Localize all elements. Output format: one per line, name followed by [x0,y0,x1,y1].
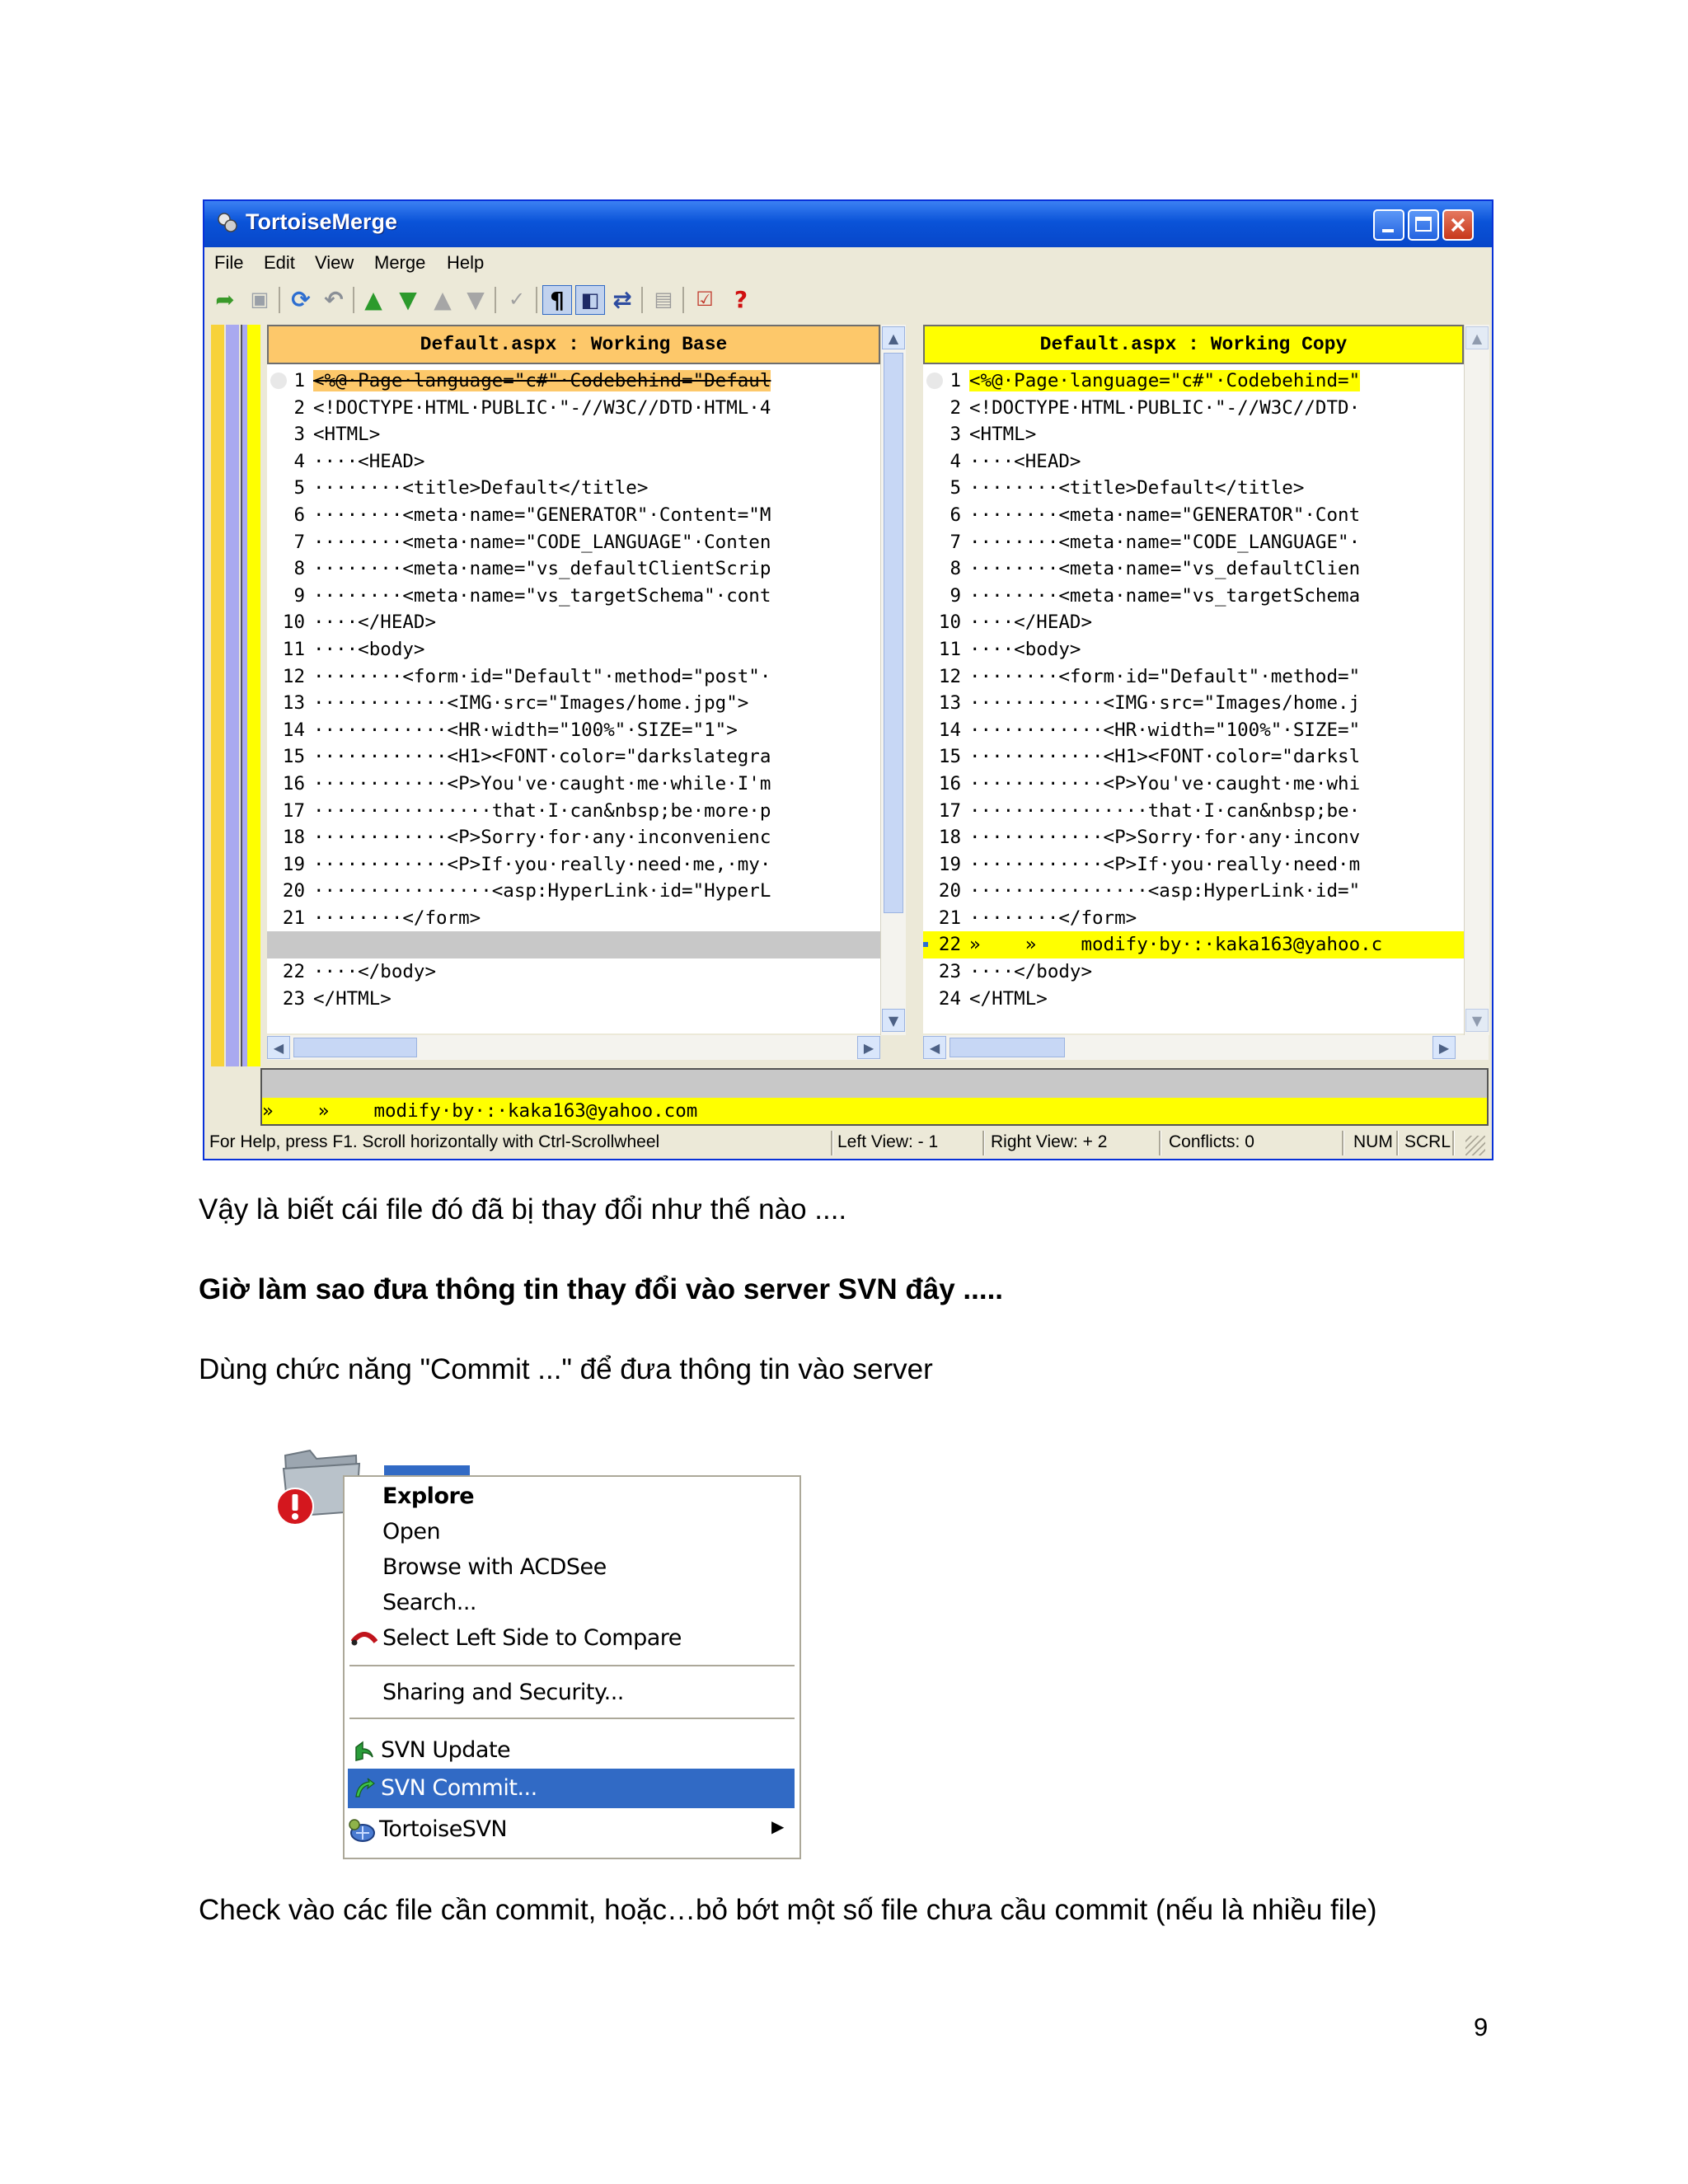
right-pane-header: Default.aspx : Working Copy [923,325,1464,364]
line-number: 23 [282,987,305,1010]
menu-merge[interactable]: Merge [374,252,426,273]
line-text: ············<P>You've·caught·me·whi [969,772,1361,794]
line-number: 18 [282,827,305,849]
line-number: 19 [938,853,961,875]
right-code-line [923,690,1464,717]
resize-grip-icon[interactable] [1465,1136,1485,1155]
line-number: 17 [938,799,961,822]
line-text: ····<HEAD> [969,450,1081,472]
line-text: <HTML> [313,424,381,446]
scroll-up-icon[interactable]: ▲ [882,326,905,349]
right-code-line [923,448,1464,476]
left-code-line [267,771,880,798]
patch-list-icon[interactable]: ▤ [654,288,673,311]
tortoisemerge-app-icon [216,211,239,234]
line-number: 15 [938,746,961,768]
page-number: 9 [1474,2013,1489,2041]
left-code-line [267,421,880,448]
line-number: 22 [282,961,305,983]
line-number: 19 [282,853,305,875]
menu-item-search[interactable]: Search... [382,1590,477,1615]
line-text: ············<P>Sorry·for·any·inconv [969,827,1361,849]
line-text: ················<asp:HyperLink·id=" [969,880,1361,902]
bottom-line-text: » » modify·by·:·kaka163@yahoo.com [262,1098,1487,1124]
toolbar [204,279,1492,320]
added-line-plus-icon [923,935,928,954]
window-title: TortoiseMerge [246,209,398,234]
close-button[interactable] [1442,209,1474,241]
line-text: ····</body> [969,961,1093,983]
line-number: 8 [950,558,961,580]
left-code-line [267,878,880,905]
left-code-line [267,824,880,851]
line-text: ········<meta·name="vs_targetSchema [969,584,1361,607]
line-text: ········<title>Default</title> [969,477,1305,499]
location-bar-diff [226,325,239,1066]
two-pane-view-icon[interactable]: ◧ [575,285,605,315]
line-number: 7 [950,531,961,553]
line-number: 1 [293,370,305,391]
menu-bar [204,247,1492,279]
line-number: 24 [938,987,961,1010]
right-vertical-scrollbar[interactable]: ▲ ▼ [1464,325,1489,1035]
left-pane-header: Default.aspx : Working Base [267,325,880,364]
line-text: ········<meta·name="vs_defaultClientScrip [313,558,771,580]
status-help: For Help, press F1. Scroll horizontally with Ctrl-Scrollwheel [209,1132,660,1151]
menu-item-tortoisesvn[interactable]: TortoiseSVN [379,1816,508,1842]
context-menu [343,1475,801,1859]
menu-file[interactable]: File [214,252,244,273]
right-code-line [923,851,1464,879]
save-icon[interactable]: ▣ [250,288,270,311]
line-text: ········<meta·name="GENERATOR"·Cont [969,504,1361,526]
line-number: 9 [950,584,961,607]
line-number: 16 [938,772,961,794]
line-text: ················that·I·can&nbsp;be·more·p [313,799,771,822]
left-code-line [267,583,880,610]
bottom-line-view [260,1068,1489,1126]
line-text: ············<IMG·src="Images/home.jpg"> [313,692,749,715]
line-number: 10 [938,612,961,634]
left-code-line [267,717,880,744]
right-code-line [923,583,1464,610]
right-code-line [923,986,1464,1013]
right-pane[interactable] [923,325,1464,1033]
line-number: 4 [293,450,305,472]
left-code-line [267,931,880,958]
menu-help[interactable]: Help [447,252,485,273]
help-icon[interactable]: ? [734,285,748,313]
line-text: ············<P>You've·caught·me·while·I'm [313,772,771,794]
right-code-line [923,931,1464,958]
line-text: ········</form> [313,907,481,929]
menu-item-sharing-security[interactable]: Sharing and Security... [382,1680,624,1705]
left-code-line [267,555,880,583]
line-number: 20 [938,880,961,902]
menu-item-svn-update[interactable]: SVN Update [381,1737,511,1763]
right-code-line [923,663,1464,691]
line-text: ········<form·id="Default"·method=" [969,665,1361,687]
menu-view[interactable]: View [315,252,354,273]
line-number: 21 [938,907,961,929]
line-number: 15 [282,746,305,768]
line-number: 5 [293,477,305,499]
line-number: 23 [938,961,961,983]
line-text: </HTML> [313,987,392,1010]
left-code-line [267,636,880,663]
line-text: ········<form·id="Default"·method="post"· [313,665,771,687]
paragraph-2-heading: Giờ làm sao đưa thông tin thay đổi vào server SVN đây ..... [199,1273,1004,1305]
status-num: NUM [1353,1132,1393,1151]
right-code-line [923,798,1464,825]
line-marker-icon [270,373,287,389]
line-text: ········<meta·name="vs_defaultClien [969,558,1361,580]
line-number: 9 [293,584,305,607]
right-code-line [923,609,1464,636]
status-bar [204,1129,1492,1159]
tortoisesvn-icon [348,1816,377,1844]
line-number: 8 [293,558,305,580]
line-number: 14 [282,719,305,741]
line-text: ········<meta·name="vs_targetSchema"·cont [313,584,771,607]
line-number: 18 [938,827,961,849]
line-number: 10 [282,612,305,634]
left-horizontal-scrollbar[interactable] [267,1035,880,1060]
line-text: ········</form> [969,907,1137,929]
paragraph-3: Dùng chức năng "Commit ..." để đưa thông tin vào server [199,1353,933,1385]
svn-update-icon [351,1739,376,1764]
menu-separator [349,1665,795,1666]
line-text: <!DOCTYPE·HTML·PUBLIC·"-//W3C//DTD·HTML·4 [313,396,771,419]
line-text: ············<HR·width="100%"·SIZE="1"> [313,719,738,741]
line-text: <%@·Page·language="c#"·Codebehind="Defaul [313,370,771,391]
line-number: 20 [282,880,305,902]
left-code-line [267,798,880,825]
menu-separator [349,1718,795,1719]
menu-edit[interactable]: Edit [264,252,295,273]
right-code-view[interactable] [923,364,1464,1012]
paragraph-4: Check vào các file cần commit, hoặc…bỏ bớt một số file chưa cầu commit (nếu là nhiều file) [199,1894,1377,1926]
status-left-view: Left View: - 1 [837,1132,939,1151]
previous-conflict-icon[interactable]: ▲ [434,285,452,313]
title-bar [204,201,1492,247]
right-code-line [923,555,1464,583]
reload-icon[interactable]: ⟳ [291,285,311,313]
next-difference-icon[interactable]: ▼ [399,285,417,313]
submenu-arrow-icon: ▶ [771,1816,785,1836]
left-code-line [267,448,880,476]
status-conflicts: Conflicts: 0 [1169,1132,1254,1151]
settings-icon[interactable]: ☑ [696,288,714,311]
line-text: ············<P>If·you·really·need·m [969,853,1361,875]
line-number: 11 [938,638,961,660]
left-code-line [267,475,880,502]
line-number: 6 [950,504,961,526]
left-code-view[interactable] [267,364,880,1012]
left-code-line [267,851,880,879]
close-icon [1450,217,1466,233]
line-number: 6 [293,504,305,526]
right-code-line [923,475,1464,502]
maximize-button[interactable] [1408,209,1439,241]
line-text: ····</HEAD> [313,612,437,634]
line-text: ····</body> [313,961,437,983]
right-code-line [923,717,1464,744]
status-scrl: SCRL [1404,1132,1451,1151]
left-code-line [267,663,880,691]
line-text: </HTML> [969,987,1048,1010]
line-text: ············<H1><FONT·color="darksl [969,746,1361,768]
location-bar-left [211,325,224,1066]
right-code-line [923,368,1464,395]
menu-item-select-left-side[interactable]: Select Left Side to Compare [382,1625,682,1651]
line-number: 1 [950,370,961,391]
left-pane[interactable] [267,325,880,1033]
left-code-line [267,529,880,556]
line-text: ····<HEAD> [313,450,425,472]
line-number: 13 [282,692,305,715]
line-number: 7 [293,531,305,553]
line-number: 16 [282,772,305,794]
line-text: ············<IMG·src="Images/home.j [969,692,1361,715]
right-code-line [923,743,1464,771]
left-code-line [267,395,880,422]
scroll-left-icon[interactable]: ◀ [267,1036,290,1059]
line-text: ········<title>Default</title> [313,477,649,499]
line-text: ············<HR·width="100%"·SIZE=" [969,719,1361,741]
left-code-line [267,368,880,395]
line-number: 21 [282,907,305,929]
line-text: ············<P>If·you·really·need·me,·my· [313,853,771,875]
right-code-line [923,958,1464,986]
left-code-line [267,609,880,636]
menu-item-browse-acdsee[interactable]: Browse with ACDSee [382,1554,607,1580]
left-vertical-scrollbar[interactable] [880,325,906,1035]
menu-item-svn-commit-highlight[interactable] [348,1769,795,1808]
line-text: ················that·I·can&nbsp;be· [969,799,1361,822]
line-number: 12 [938,665,961,687]
line-text: <!DOCTYPE·HTML·PUBLIC·"-//W3C//DTD· [969,396,1361,419]
line-text: ········<meta·name="CODE_LANGUAGE"· [969,531,1361,553]
svn-commit-icon [353,1777,376,1800]
line-text: ····</HEAD> [969,612,1093,634]
line-text: » » modify·by·:·kaka163@yahoo.c [969,934,1383,956]
line-text: <%@·Page·language="c#"·Codebehind=" [969,370,1361,391]
line-number: 3 [293,424,305,446]
open-icon[interactable]: ➦ [215,285,235,313]
compare-icon [351,1629,377,1647]
left-code-line [267,502,880,529]
line-text: ········<meta·name="GENERATOR"·Content="M [313,504,771,526]
right-code-line [923,395,1464,422]
line-text: ········<meta·name="CODE_LANGUAGE"·Conten [313,531,771,553]
scroll-right-icon[interactable]: ▶ [857,1036,880,1059]
line-number: 12 [282,665,305,687]
line-text: ············<H1><FONT·color="darkslategra [313,746,771,768]
line-number: 4 [950,450,961,472]
line-number: 11 [282,638,305,660]
status-right-view: Right View: + 2 [991,1132,1108,1151]
mark-resolved-icon[interactable]: ✓ [508,288,526,311]
line-text: ············<P>Sorry·for·any·inconvenienc [313,827,771,849]
line-number: 14 [938,719,961,741]
whitespace-icon[interactable]: ¶ [542,285,572,315]
menu-item-svn-commit[interactable]: SVN Commit... [381,1775,537,1801]
line-number: 5 [950,477,961,499]
right-code-line [923,771,1464,798]
line-text: ····<body> [313,638,425,660]
svn-conflict-overlay-icon [275,1487,315,1526]
right-code-line [923,905,1464,932]
line-text: ················<asp:HyperLink·id="HyperL [313,880,771,902]
right-code-line [923,529,1464,556]
line-text: <HTML> [969,424,1037,446]
line-number: 2 [950,396,961,419]
menu-item-open[interactable]: Open [382,1519,441,1544]
right-code-line [923,421,1464,448]
minimize-button[interactable] [1373,209,1404,241]
line-number: 2 [293,396,305,419]
line-number: 13 [938,692,961,715]
next-conflict-icon[interactable]: ▼ [467,285,485,313]
line-marker-icon [926,373,943,389]
tortoisemerge-window [203,199,1493,1160]
line-number: 22 [938,934,961,956]
left-code-line [267,905,880,932]
paragraph-1: Vậy là biết cái file đó đã bị thay đổi như thế nào .... [199,1193,847,1226]
right-code-line [923,824,1464,851]
one-pane-view-icon[interactable]: ⇄ [612,285,632,313]
menu-item-explore[interactable]: Explore [382,1483,475,1509]
line-number: 3 [950,424,961,446]
left-code-line [267,958,880,986]
right-code-line [923,636,1464,663]
previous-difference-icon[interactable]: ▲ [364,285,382,313]
right-horizontal-scrollbar[interactable]: ◀ ▶ [923,1035,1489,1060]
line-number: 17 [282,799,305,822]
right-code-line [923,502,1464,529]
left-code-line [267,690,880,717]
left-code-line [267,743,880,771]
scroll-thumb[interactable] [884,353,903,913]
left-code-line [267,986,880,1013]
right-code-line [923,878,1464,905]
line-text: ····<body> [969,638,1081,660]
undo-icon[interactable]: ↶ [324,285,344,313]
scroll-down-icon[interactable]: ▼ [882,1009,905,1032]
